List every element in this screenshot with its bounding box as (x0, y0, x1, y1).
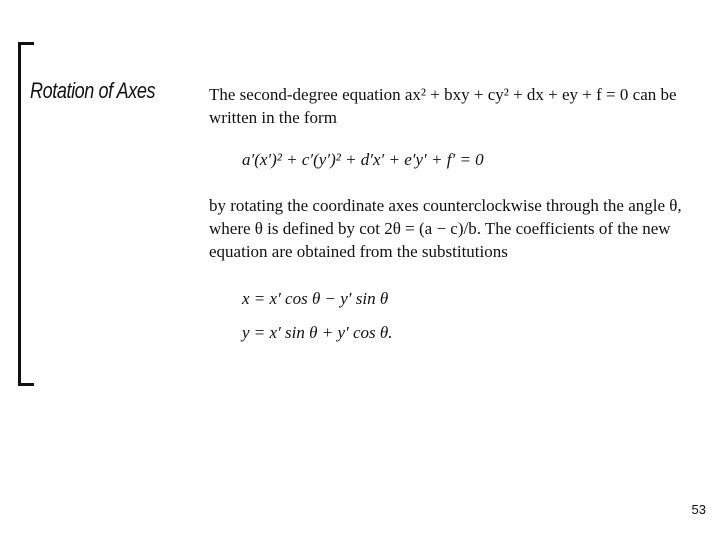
substitution-y: y = x′ sin θ + y′ cos θ. (242, 323, 393, 342)
intro-paragraph: The second-degree equation ax² + bxy + cy² + dx + ey + f = 0 can be written in the form (209, 85, 677, 127)
page-number: 53 (691, 502, 706, 517)
substitution-x: x = x′ cos θ − y′ sin θ (242, 289, 389, 308)
section-title: Rotation of Axes (30, 78, 156, 103)
rotation-paragraph: by rotating the coordinate axes counterclockwise through the angle θ, where θ is defined by cot 2θ = (a − c)/b. The coefficients of the new equation are obtained from the substitutions (209, 196, 682, 261)
rotated-equation: a′(x′)² + c′(y′)² + d′x′ + e′y′ + f′ = 0 (242, 150, 484, 169)
